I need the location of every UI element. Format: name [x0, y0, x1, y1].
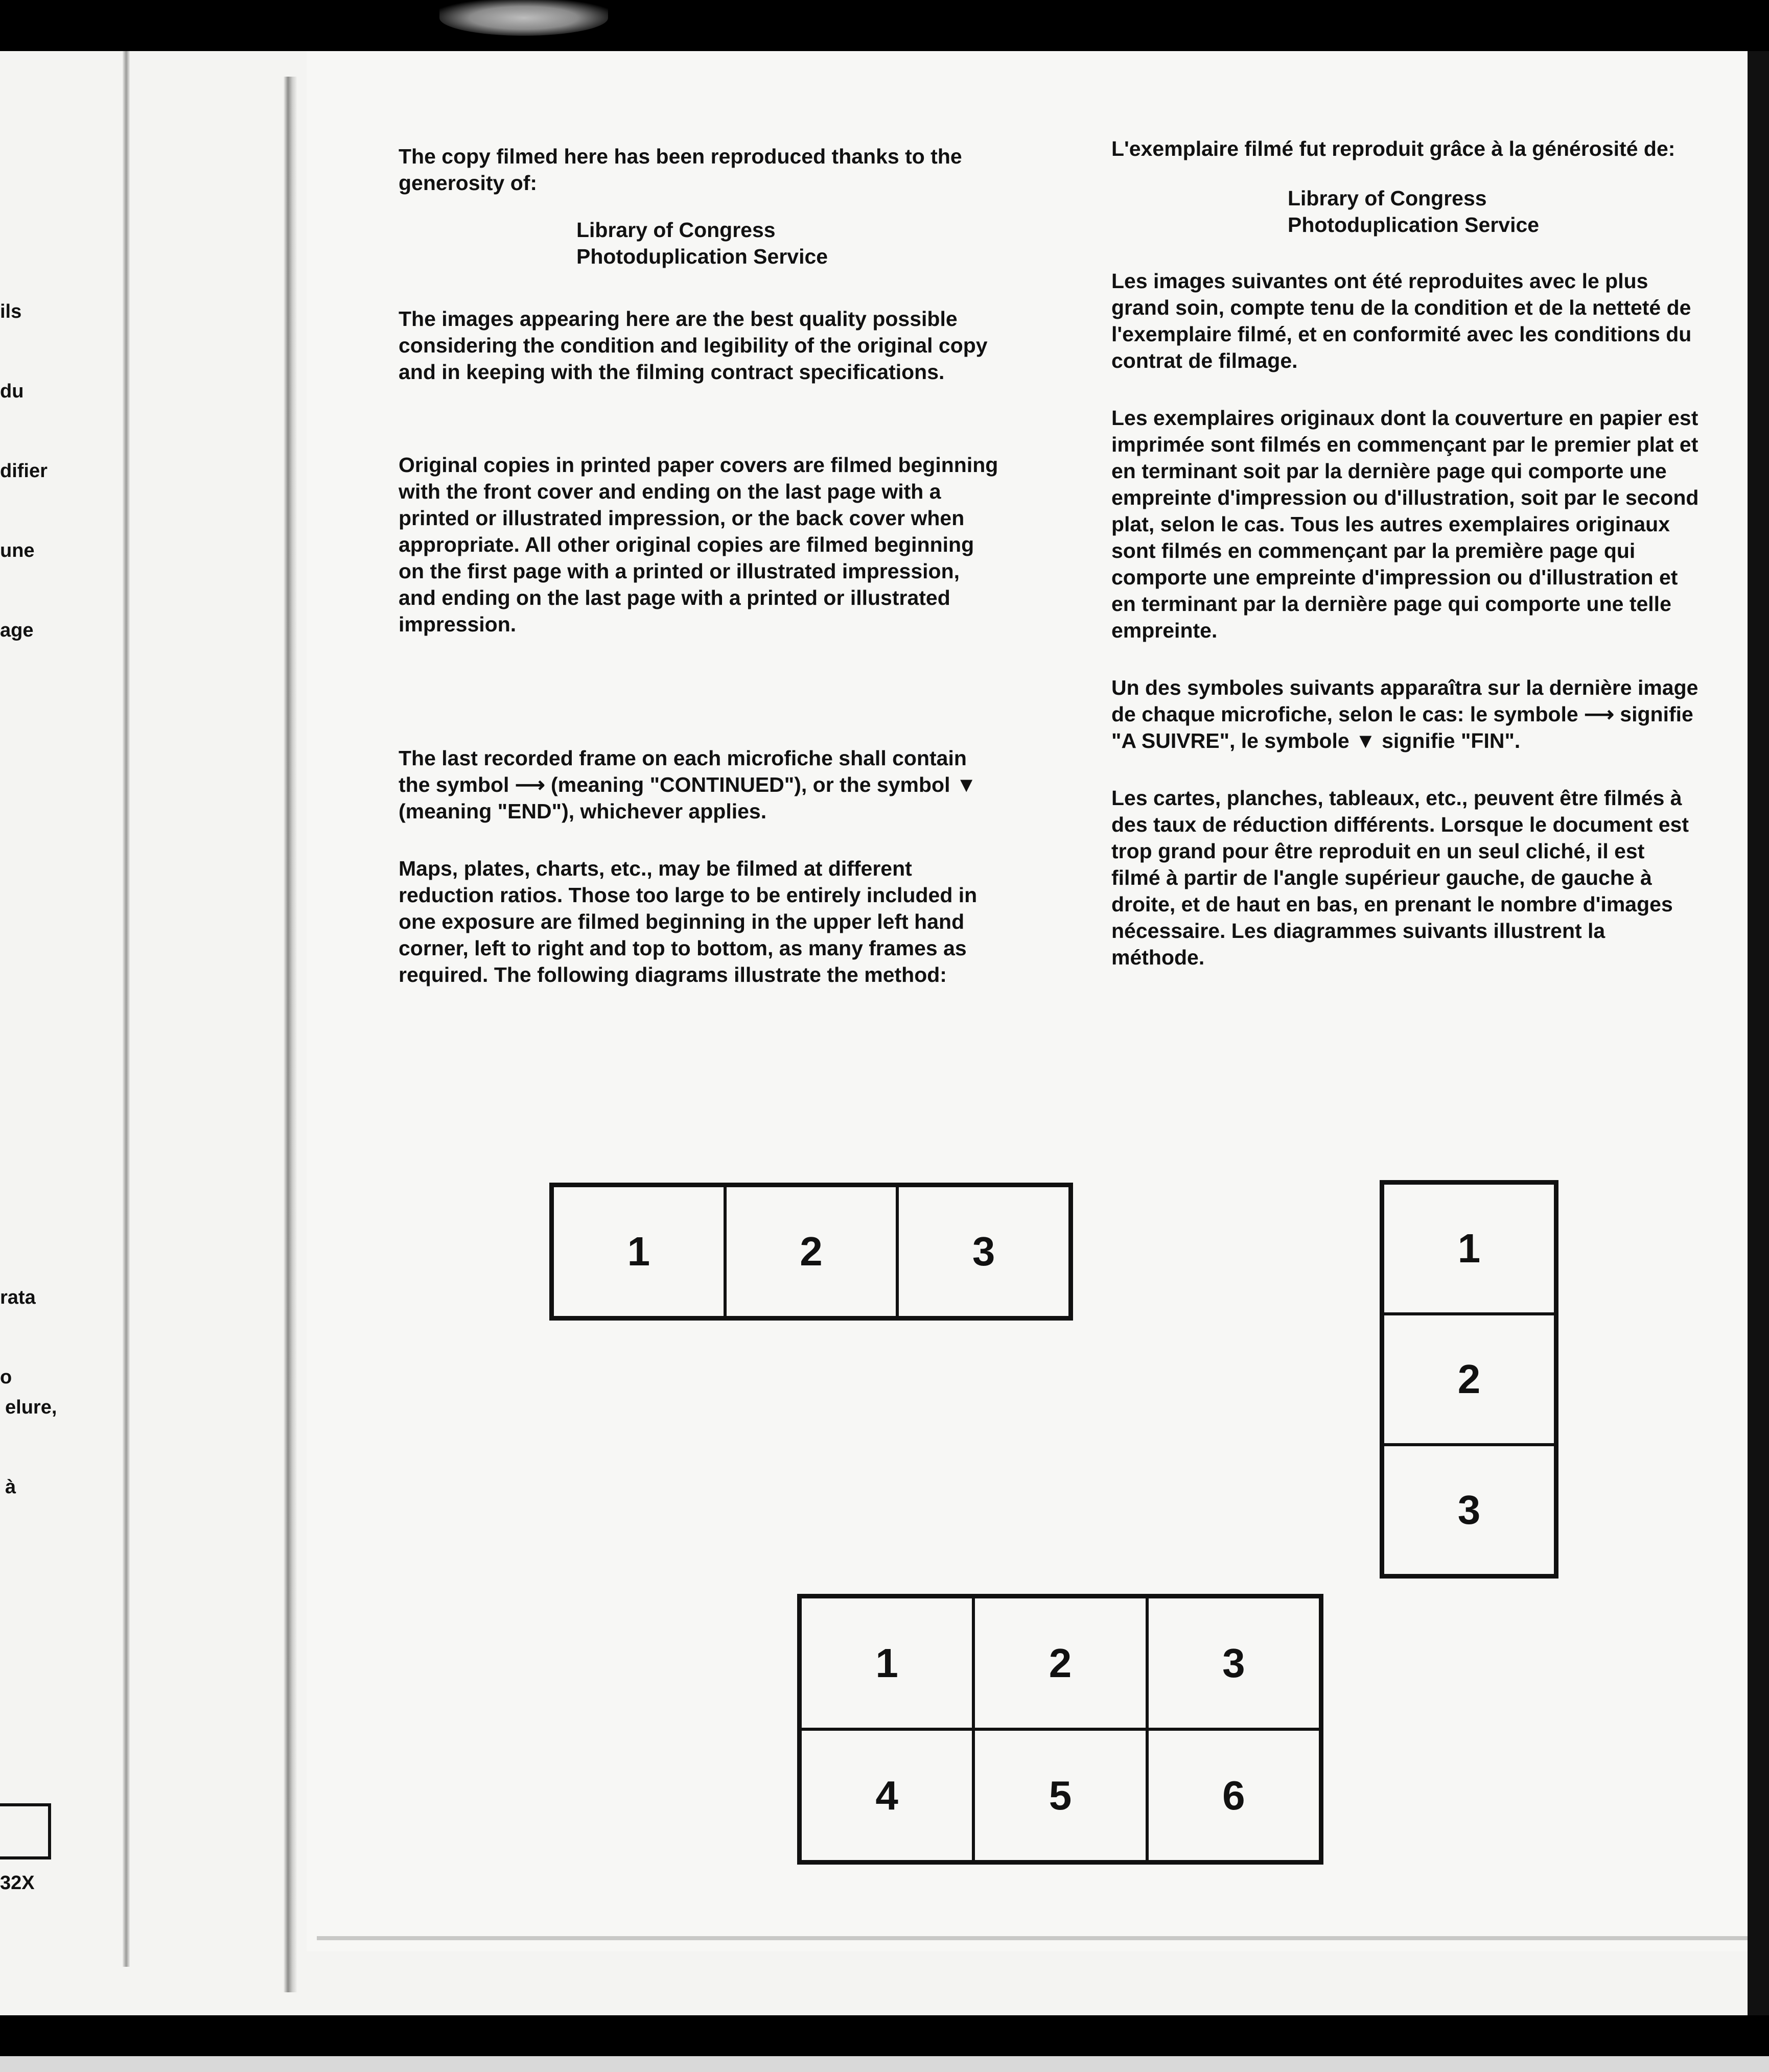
french-thanks: L'exemplaire filmé fut reproduit grâce à la générosité de:: [1111, 137, 1675, 160]
top-film-border: [0, 0, 1769, 51]
english-institution-1: Library of Congress: [576, 218, 776, 242]
french-symbols: Un des symboles suivants apparaîtra sur la dernière image de chaque microfiche, selon le cas: le symbole ⟶ signifie "A SUIVRE", le symbole ▼ signifie "FIN".: [1111, 676, 1698, 752]
page-fold-line: [284, 77, 297, 1992]
diagram-cell: 2: [725, 1186, 898, 1317]
diagram-cell: 3: [1383, 1445, 1555, 1575]
film-smudge: [439, 0, 608, 36]
diagram-cell: 2: [973, 1597, 1147, 1729]
bottom-fold-line: [317, 1936, 1748, 1940]
fragment-line: rata: [0, 1287, 36, 1308]
fragment-line: o: [0, 1367, 12, 1388]
diagram-horizontal: [549, 1183, 1073, 1321]
diagram-cell: 1: [552, 1186, 725, 1317]
english-column: [399, 143, 1002, 988]
fragment-line: difier: [0, 460, 48, 482]
bottom-strip: [0, 2056, 1769, 2072]
fragment-line: une: [0, 540, 35, 561]
french-institution-1: Library of Congress: [1288, 186, 1487, 210]
fragment-line: age: [0, 620, 34, 641]
french-maps: Les cartes, planches, tableaux, etc., peuvent être filmés à des taux de réduction différents. Lorsque le document est trop grand pour être reproduit en un seul cliché, il est filmé à partir de l'angle supérieur gauche, de gauche à droite, et de haut en bas, en prenant le nombre d'images nécessaire. Les diagrammes suivants illustrent la méthode.: [1111, 786, 1689, 969]
french-covers: Les exemplaires originaux dont la couverture en papier est imprimée sont filmés en commençant par le premier plat et en terminant soit par la dernière page qui comporte une empreinte d'impression ou d'illustration, soit par le second plat, selon le cas. Tous les autres exemplaires originaux sont filmés en commençant par la première page qui comporte une empreinte d'impression ou d'illustration et en terminant par la dernière page qui comporte une telle empreinte.: [1111, 406, 1699, 642]
fragment-text-top: [0, 245, 48, 670]
french-institution-2: Photoduplication Service: [1288, 213, 1540, 237]
english-symbols: The last recorded frame on each microfiche shall contain the symbol ⟶ (meaning "CONTINUED"), or the symbol ▼ (meaning "END"), whichever applies.: [399, 746, 977, 823]
diagram-cell: 6: [1147, 1729, 1320, 1862]
french-quality: Les images suivantes ont été reproduites avec le plus grand soin, compte tenu de la condition et de la netteté de l'exemplaire filmé, et en conformité avec les conditions du contrat de filmage.: [1111, 269, 1692, 372]
french-column: [1111, 135, 1699, 971]
diagram-cell: 5: [973, 1729, 1147, 1862]
scale-box: [0, 1803, 51, 1859]
fragment-line: elure,: [5, 1397, 57, 1418]
diagram-vertical: [1380, 1180, 1558, 1579]
english-maps: Maps, plates, charts, etc., may be filmed at different reduction ratios. Those too large to be entirely included in one exposure are filmed beginning in the upper left hand corner, left to right and top to bottom, as many frames as required. The following diagrams illustrate the method:: [399, 857, 977, 986]
diagram-grid: [797, 1594, 1323, 1865]
diagram-cell: 1: [1383, 1183, 1555, 1314]
diagram-cell: 3: [897, 1186, 1070, 1317]
left-fold-line: [123, 51, 130, 1967]
english-covers: Original copies in printed paper covers are filmed beginning with the front cover and ending on the last page with a printed or illustrated impression, or the back cover when appropriate. All other original copies are filmed beginning on the first page with a printed or illustrated impression, and ending on the last page with a printed or illustrated impression.: [399, 453, 998, 636]
english-institution-2: Photoduplication Service: [576, 245, 828, 268]
english-thanks: The copy filmed here has been reproduced thanks to the generosity of:: [399, 145, 962, 195]
fragment-line: à: [5, 1476, 16, 1498]
scale-label: 32X: [0, 1872, 35, 1894]
diagram-cell: 2: [1383, 1314, 1555, 1445]
diagram-cell: 1: [800, 1597, 973, 1729]
english-quality: The images appearing here are the best quality possible considering the condition and legibility of the original copy and in keeping with the filming contract specifications.: [399, 307, 988, 384]
right-film-border: [1748, 51, 1769, 2015]
diagram-cell: 4: [800, 1729, 973, 1862]
fragment-line: ils: [0, 301, 22, 322]
fragment-line: du: [0, 381, 24, 402]
fragment-text-low: [0, 1341, 57, 1527]
diagram-cell: 3: [1147, 1597, 1320, 1729]
